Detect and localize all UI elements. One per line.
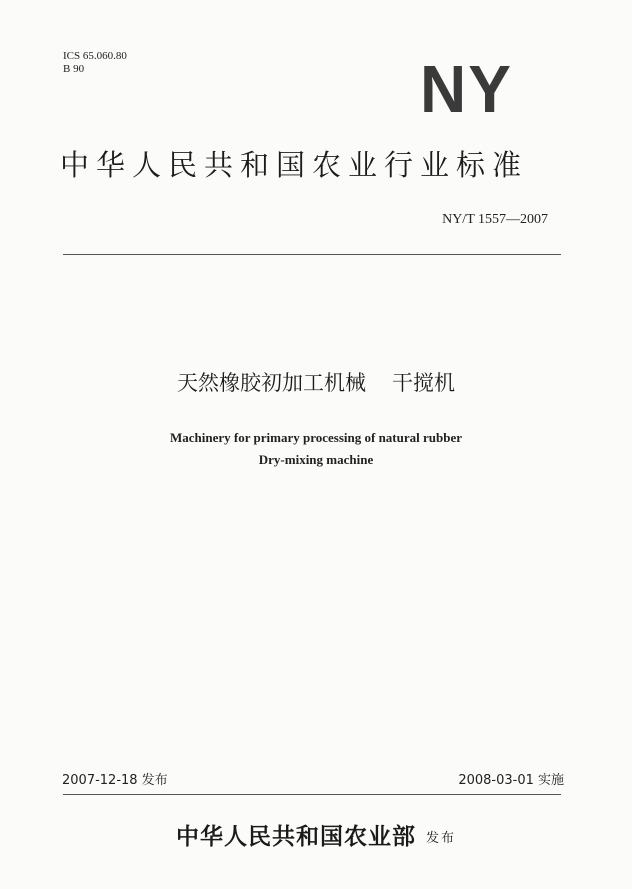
document-title-en-line1: Machinery for primary processing of natural rubber bbox=[170, 430, 462, 445]
title-main: 天然橡胶初加工机械 bbox=[177, 371, 366, 395]
publish-date: 2007-12-18 发布 bbox=[62, 773, 168, 788]
issuer-action: 发布 bbox=[425, 831, 456, 846]
top-divider bbox=[63, 254, 561, 255]
classification-code: B 90 bbox=[63, 63, 85, 75]
issuer bbox=[0, 818, 632, 851]
title-sub: 干搅机 bbox=[392, 371, 455, 395]
ny-logo: NY bbox=[420, 51, 513, 127]
document-title-en-line2: Dry-mixing machine bbox=[258, 452, 374, 467]
bottom-divider bbox=[63, 794, 561, 795]
implementation-date: 2008-03-01 实施 bbox=[458, 773, 564, 788]
standard-type: 中华人民共和国农业行业标准 bbox=[60, 148, 529, 182]
document-title-cn bbox=[0, 368, 632, 398]
issuer-name: 中华人民共和国农业部 bbox=[175, 823, 416, 850]
ics-code: ICS 65.060.80 bbox=[63, 50, 127, 62]
standard-number: NY/T 1557—2007 bbox=[442, 212, 548, 227]
